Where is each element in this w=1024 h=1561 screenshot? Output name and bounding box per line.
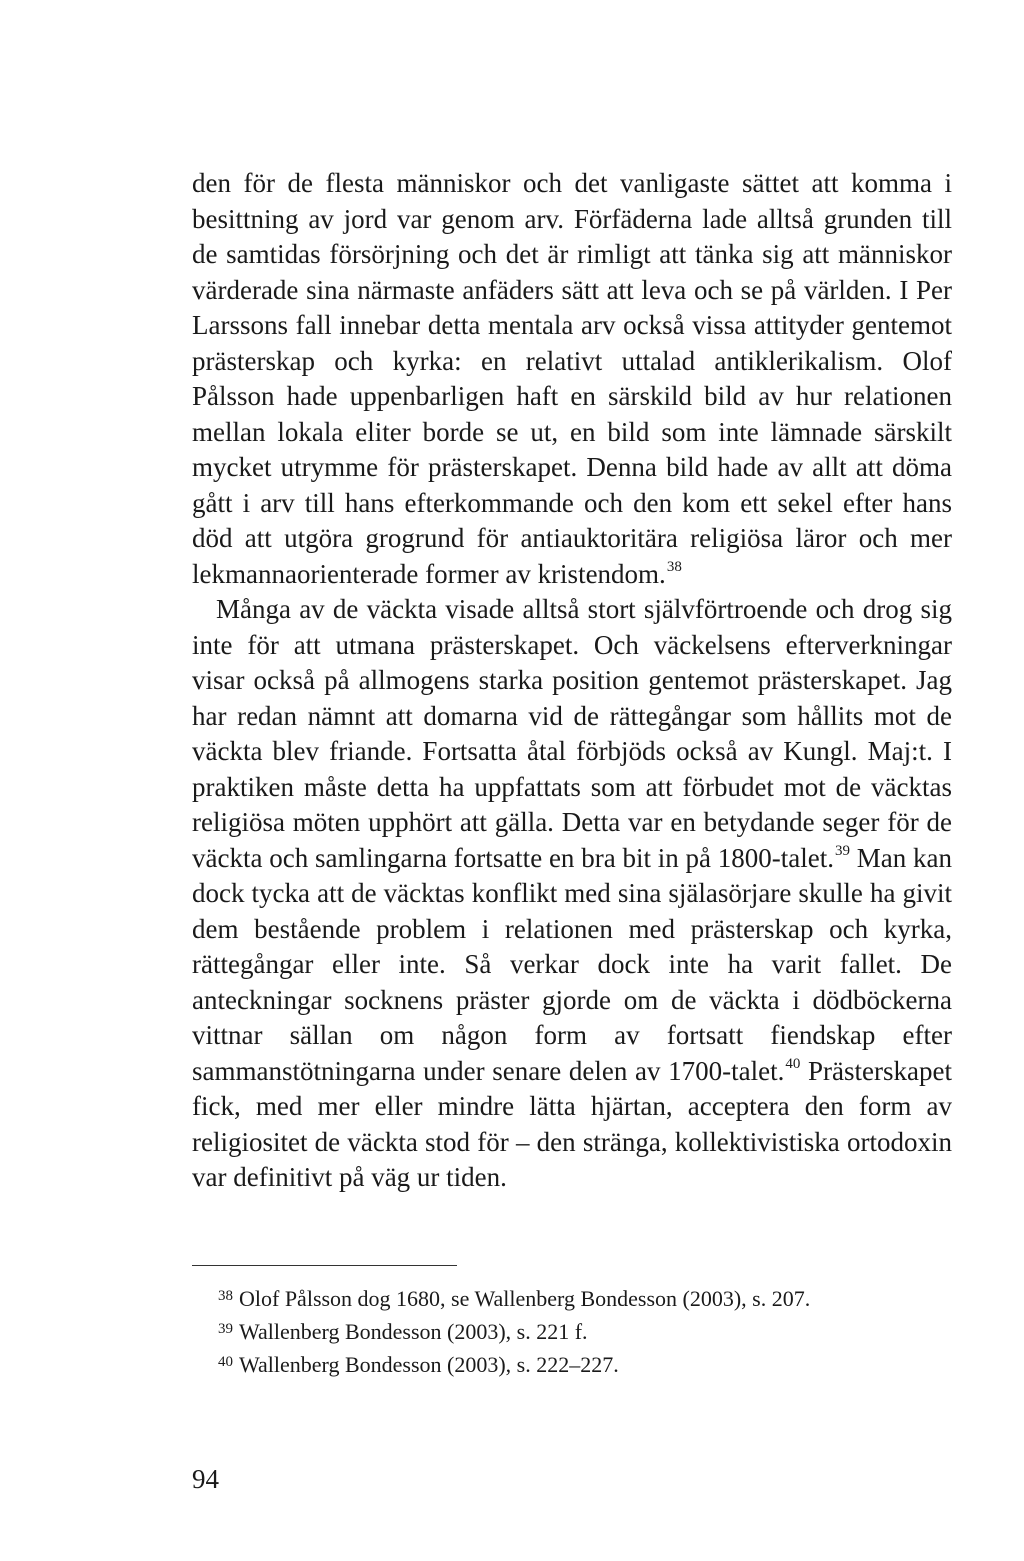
- paragraph-2-text-a: Många av de väckta visade alltså stort självförtroende och drog sig inte för att utmana prästerskapet. Och väckelsens efterverkningar visar också på allmogens starka position gentemot prästerskapet. Jag har redan nämnt att domarna vid de rättegångar som hållits mot de väckta blev friande. Fortsatta åtal förbjöds också av Kungl. Maj:t. I praktiken måste detta ha uppfattats som att förbudet mot de väcktas religiösa möten upphört att gälla. Detta var en betydande seger för de väckta och samlingarna fortsatte en bra bit in på 1800-talet.: [192, 594, 952, 873]
- paragraph-1: [192, 166, 952, 592]
- footnote-38: [218, 1282, 938, 1315]
- page-number: 94: [192, 1464, 219, 1494]
- footnote-number: 40: [218, 1354, 233, 1370]
- footnote-ref-38: 38: [666, 558, 682, 575]
- paragraph-1-text: den för de flesta människor och det vanligaste sättet att komma i besittning av jord var genom arv. Förfäderna lade alltså grunden till de samtidas försörjning och det är rimligt att tänka sig att människor värderade sina närmaste anfäders sätt att leva och se på världen. I Per Larssons fall innebar detta mentala arv också vissa attityder gentemot prästerskap och kyrka: en relativt uttalad antiklerikalism. Olof Pålsson hade uppenbarligen haft en särskild bild av hur relationen mellan lokala eliter borde se ut, en bild som inte lämnade särskilt mycket utrymme för prästerskapet. Denna bild hade av allt att döma gått i arv till hans efterkommande och den kom ett sekel efter hans död att utgöra grogrund för antiauktoritära religiösa läror och mer lekmannaorienterade former av kristendom.: [192, 168, 952, 589]
- body-text: [192, 166, 952, 1196]
- paragraph-2: [192, 592, 952, 1196]
- paragraph-2-text-c: Prästerskapet fick, med mer eller mindre lätta hjärtan, acceptera den form av religiositet de väckta stod för – den stränga, kollektivistiska ortodoxin var definitivt på väg ur tiden.: [192, 1055, 952, 1192]
- footnote-ref-39: 39: [834, 842, 850, 859]
- footnote-text: Wallenberg Bondesson (2003), s. 222–227.: [239, 1352, 619, 1377]
- footnote-ref-40: 40: [785, 1055, 801, 1072]
- paragraph-2-text-b: Man kan dock tycka att de väcktas konflikt med sina själasörjare skulle ha givit dem bestående problem i relationen med prästerskap och kyrka, rättegångar eller inte. Så verkar dock inte ha varit fallet. De anteckningar socknens präster gjorde om de väckta i dödböckerna vittnar sällan om någon form av fortsatt fiendskap efter sammanstötningarna under senare delen av 1700-talet.: [192, 842, 952, 1086]
- footnotes: [218, 1282, 938, 1381]
- footnote-number: 38: [218, 1288, 233, 1304]
- footnote-text: Wallenberg Bondesson (2003), s. 221 f.: [239, 1319, 588, 1344]
- footnote-number: 39: [218, 1321, 233, 1337]
- footnote-text: Olof Pålsson dog 1680, se Wallenberg Bondesson (2003), s. 207.: [239, 1286, 811, 1311]
- footnote-divider: [192, 1265, 457, 1266]
- footnote-39: [218, 1315, 938, 1348]
- footnote-40: [218, 1348, 938, 1381]
